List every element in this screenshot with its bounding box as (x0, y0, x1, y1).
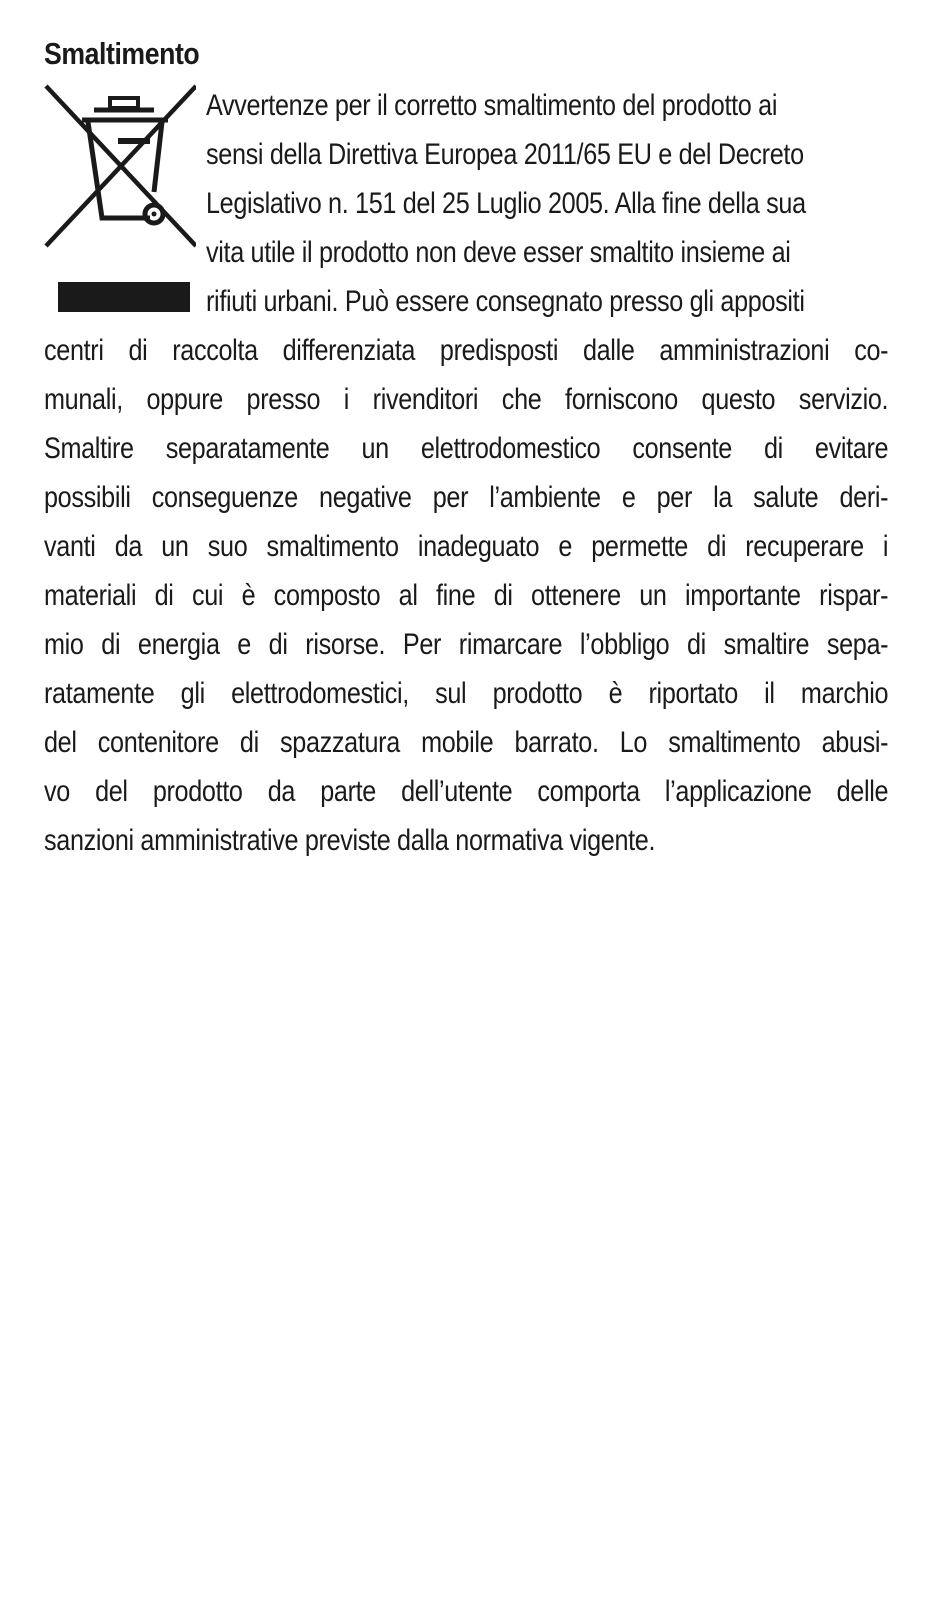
crossed-out-wheelie-bin-icon (44, 84, 196, 316)
body-line: possibili conseguenze negative per l’ambiente e per la salute deri- (44, 481, 889, 514)
body-line: del contenitore di spazzatura mobile barrato. Lo smaltimento abusi- (44, 726, 889, 759)
body-line: sanzioni amministrative previste dalla normativa vigente. (44, 824, 656, 857)
body-line: sensi della Direttiva Europea 2011/65 EU e del Decreto (206, 138, 804, 171)
body-line: centri di raccolta differenziata predisposti dalle amministrazioni co- (44, 334, 889, 367)
body-line: Smaltire separatamente un elettrodomestico consente di evitare (44, 432, 889, 465)
body-line: munali, oppure presso i rivenditori che forniscono questo servizio. (44, 383, 889, 416)
body-line: mio di energia e di risorse. Per rimarcare l’obbligo di smaltire sepa- (44, 628, 889, 661)
body-line: vita utile il prodotto non deve esser smaltito insieme ai (206, 236, 791, 269)
body-line: ratamente gli elettrodomestici, sul prodotto è riportato il marchio (44, 677, 889, 710)
body-line: Legislativo n. 151 del 25 Luglio 2005. Alla fine della sua (206, 187, 806, 220)
body-line: rifiuti urbani. Può essere consegnato presso gli appositi (206, 285, 805, 318)
section-title: Smaltimento (44, 36, 200, 71)
body-line: Avvertenze per il corretto smaltimento del prodotto ai (206, 89, 778, 122)
body-line: vanti da un suo smaltimento inadeguato e permette di recuperare i (44, 530, 889, 563)
body-line: vo del prodotto da parte dell’utente comporta l’applicazione delle (44, 775, 889, 808)
body-line: materiali di cui è composto al fine di ottenere un importante rispar- (44, 579, 889, 612)
